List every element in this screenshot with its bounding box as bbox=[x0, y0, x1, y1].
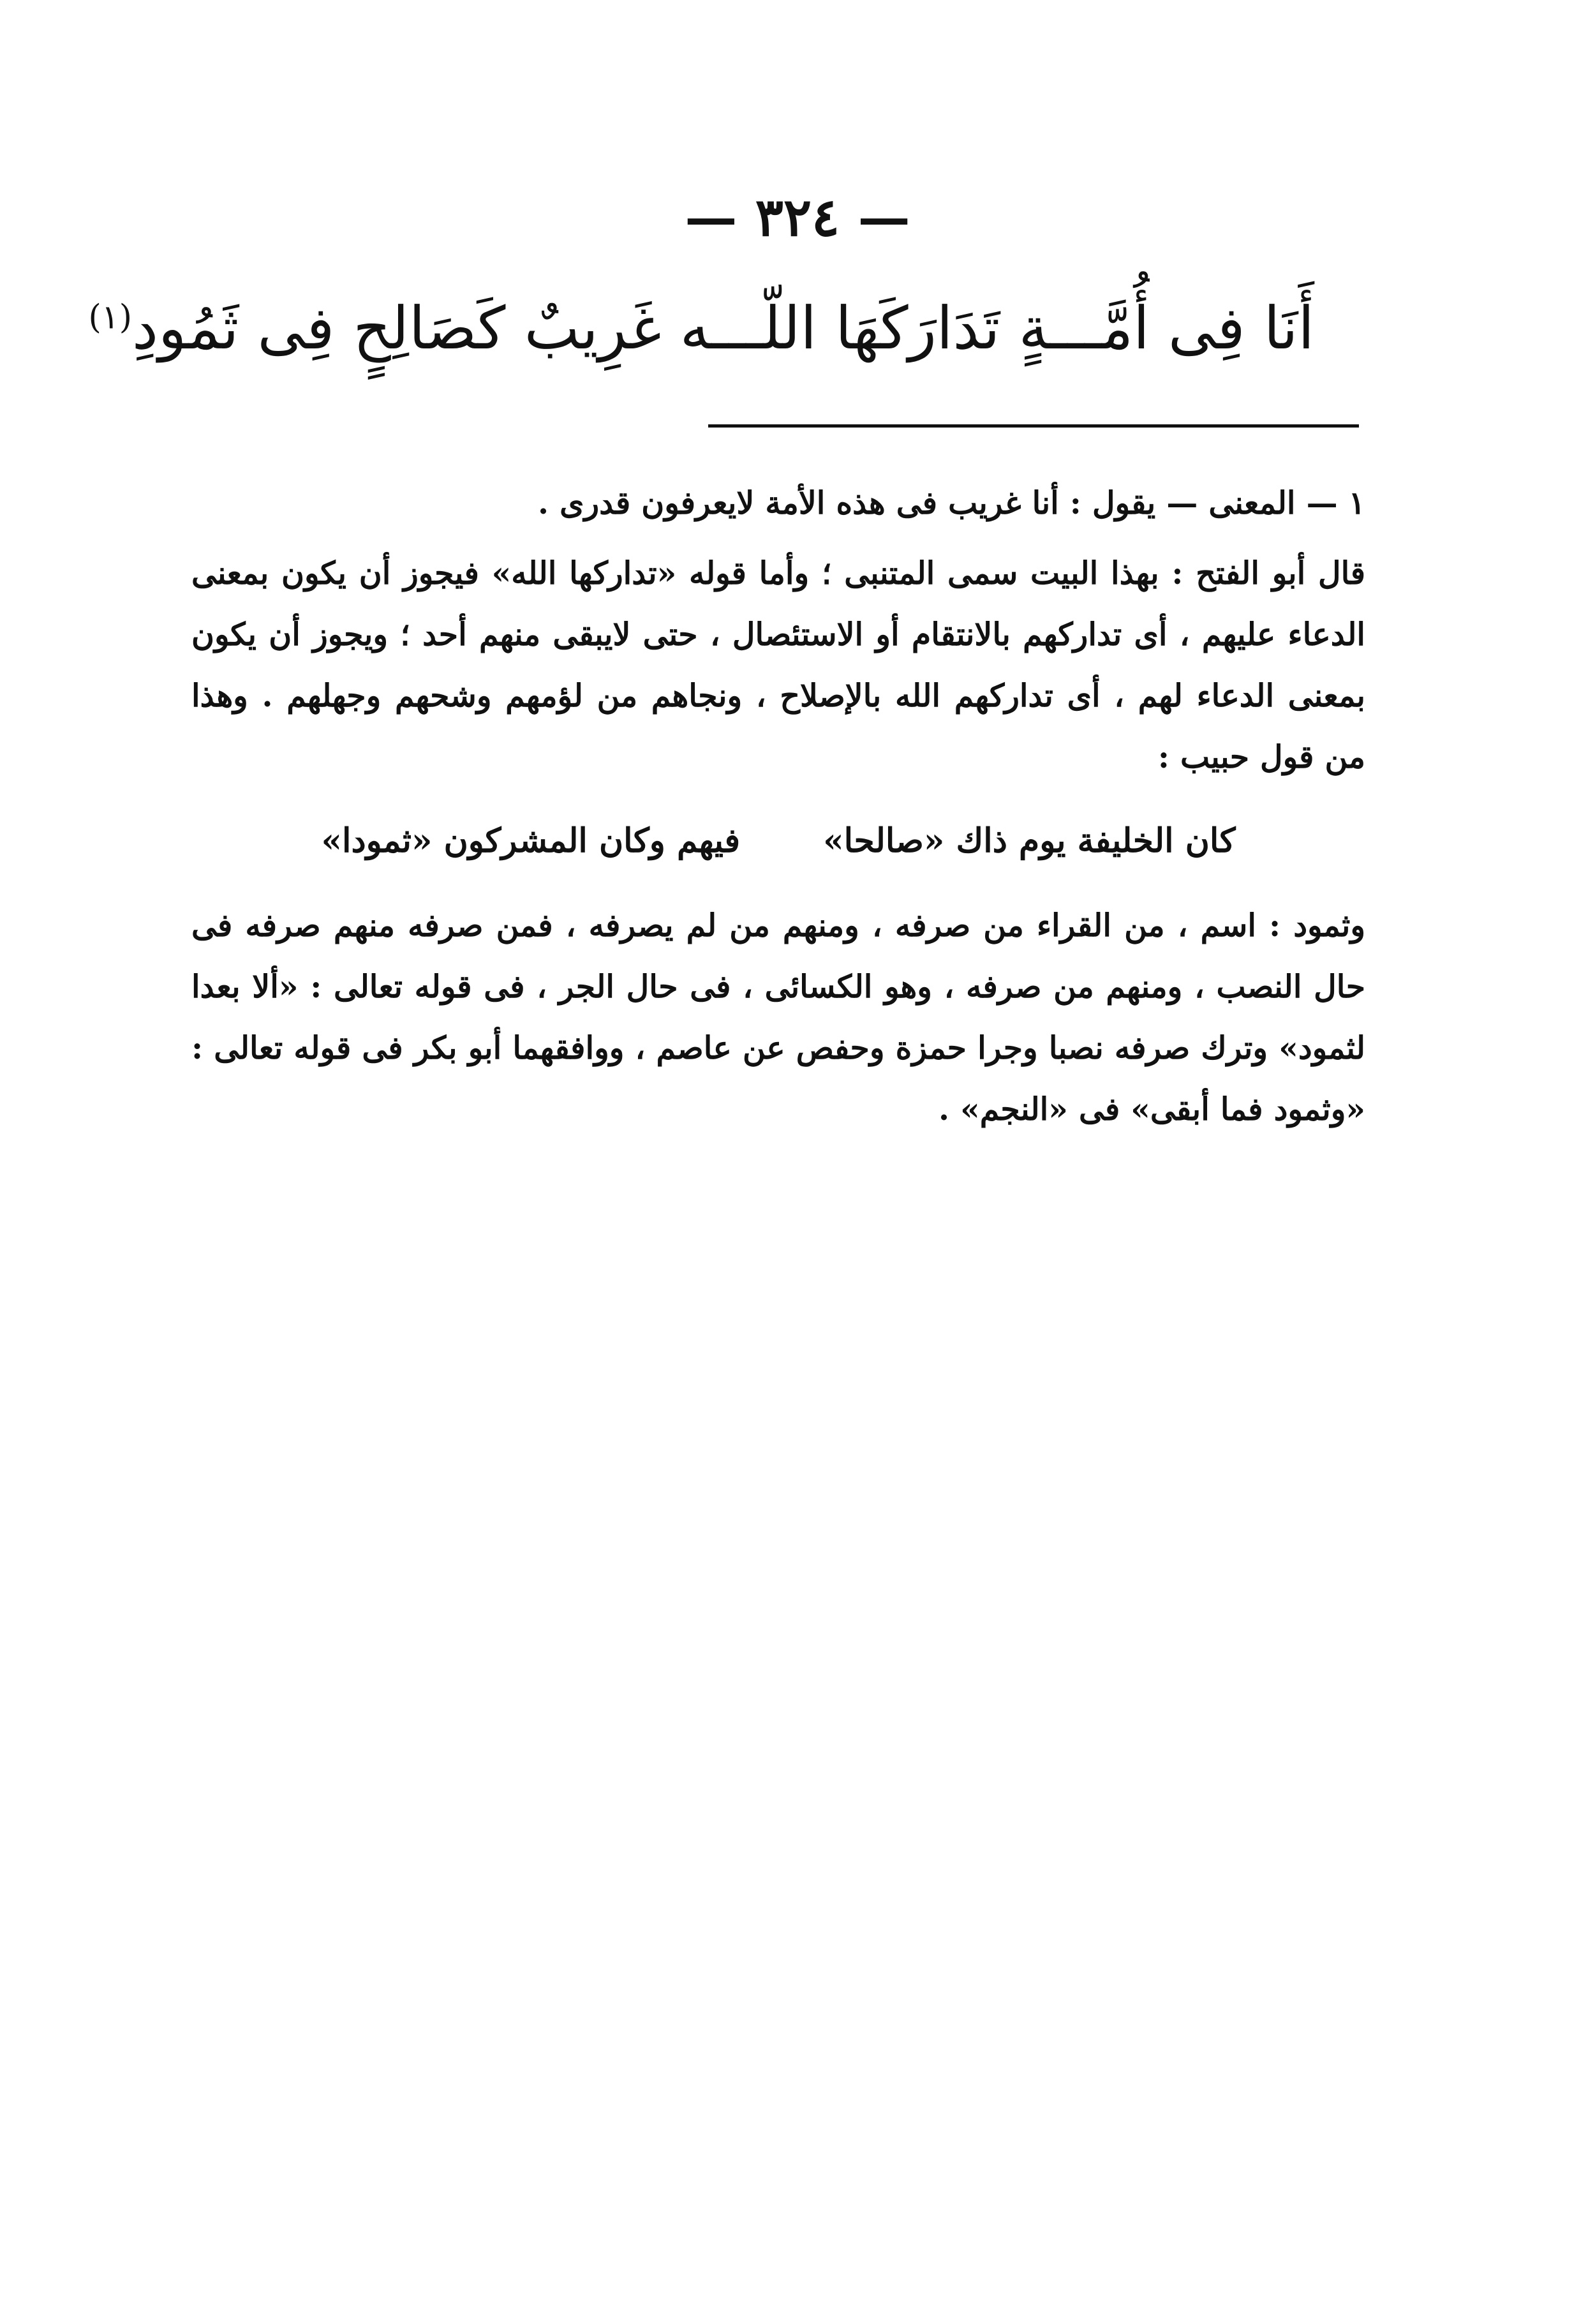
footnote-commentary: قال أبو الفتح : بهذا البيت سمى المتنبى ؛ وأما قوله «تداركها الله» فيجوز أن يكون بمعنى الدعاء عليهم ، أى تداركهم بالانتقام أو الاستئصال ، حتى لايبقى منهم أحد ؛ ويجوز أن يكون بمعنى الدعاء لهم ، أى تداركهم الله بالإصلاح ، ونجاهم من لؤمهم وشحهم وجهلهم . وهذا من قول حبيب : bbox=[191, 555, 1365, 775]
poem-verse bbox=[88, 290, 1314, 367]
quoted-poem-line bbox=[191, 810, 1365, 872]
verse-text: أَنَا فِى أُمَّـــةٍ تَدَارَكَهَا اللّـــه غَرِيبٌ كَصَالِحٍ فِى ثَمُودِ bbox=[132, 294, 1314, 362]
poem-second-hemistich: فيهم وكان المشركون «ثمودا» bbox=[321, 821, 741, 860]
footnotes-section bbox=[191, 472, 1365, 1140]
footnote-meaning: ١ — المعنى — يقول : أنا غريب فى هذه الأمة لايعرفون قدرى . bbox=[537, 484, 1365, 521]
page-number: — ٣٢٤ — bbox=[685, 187, 910, 248]
footnote-separator bbox=[708, 424, 1359, 428]
poem-first-hemistich: كان الخليفة يوم ذاك «صالحا» bbox=[823, 821, 1236, 860]
footnote-grammar-note: وثمود : اسم ، من القراء من صرفه ، ومنهم من لم يصرفه ، فمن صرفه منهم صرفه فى حال النصب ، ومنهم من صرفه ، وهو الكسائى ، فى حال الجر ، فى قوله تعالى : «ألا بعدا لثمود» وترك صرفه نصبا وجرا حمزة وحفص عن عاصم ، ووافقهما أبو بكر فى قوله تعالى : «وثمود فما أبقى» فى «النجم» . bbox=[191, 907, 1365, 1128]
footnote-marker: (١) bbox=[88, 298, 133, 337]
